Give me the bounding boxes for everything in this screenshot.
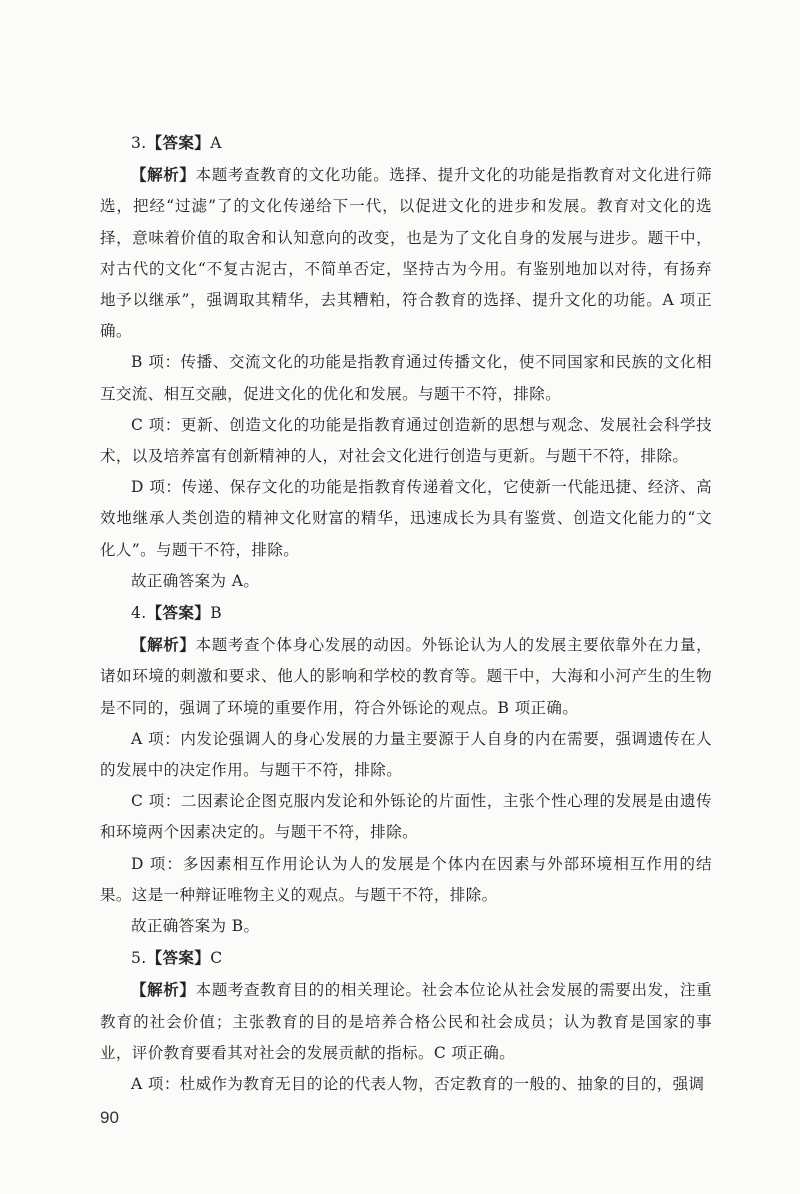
q4-explanation — [100, 629, 712, 724]
q3-answer: A — [210, 134, 222, 152]
q4-option-a: A 项：内发论强调人的身心发展的力量主要源于人自身的内在需要，强调遗传在人的发展中的决定作用。与题干不符，排除。 — [100, 729, 712, 780]
q3-option-b: B 项：传播、交流文化的功能是指教育通过传播文化，使不同国家和民族的文化相互交流、相互交融，促进文化的优化和发展。与题干不符，排除。 — [100, 353, 712, 403]
q4-answer-line — [100, 597, 712, 629]
q5-answer-line — [100, 942, 712, 974]
q5-option-a: A 项：杜威作为教育无目的论的代表人物，否定教育的一般的、抽象的目的，强调 — [131, 1075, 705, 1094]
q5-answer: C — [210, 949, 223, 968]
q5-answer-label: 【答案】 — [146, 948, 211, 968]
answer-explanations — [100, 127, 712, 1100]
q3-final-answer: 故正确答案为 A。 — [131, 571, 260, 590]
q4-answer-label: 【答案】 — [146, 603, 211, 623]
q5-number: 5. — [131, 949, 147, 968]
q4-answer: B — [210, 604, 222, 623]
q3-option-d: D 项：传递、保存文化的功能是指教育传递着文化，它使新一代能迅捷、经济、高效地继承人类创造的精神文化财富的精华，迅速成长为具有鉴赏、创造文化能力的“文化人”。与题干不符，排除。 — [100, 478, 712, 559]
q3-number: 3. — [131, 134, 147, 152]
q4-number: 4. — [131, 604, 147, 623]
q4-explanation-text: 本题考查个体身心发展的动因。外铄论认为人的发展主要依靠外在力量，诸如环境的刺激和要求、他人的影响和学校的教育等。题干中，大海和小河产生的生物是不同的，强调了环境的重要作用，符合外铄论的观点。B 项正确。 — [100, 636, 712, 717]
q3-explanation-label: 【解析】 — [131, 165, 196, 185]
q3-option-c: C 项：更新、创造文化的功能是指教育通过创造新的思想与观念、发展社会科学技术，以及培养富有创新精神的人，对社会文化进行创造与更新。与题干不符，排除。 — [100, 415, 712, 466]
q5-explanation — [100, 974, 712, 1069]
q3-explanation-text: 本题考查教育的文化功能。选择、提升文化的功能是指教育对文化进行筛选，把经“过滤”了的文化传递给下一代，以促进文化的进步和发展。教育对文化的选择，意味着价值的取舍和认知意向的改变，也是为了文化自身的发展与进步。题干中，对古代的文化“不复古泥古，不简单否定，坚持古为今用。有鉴别地加以对待，有扬弃地予以继承”，强调取其精华，去其糟粕，符合教育的选择、提升文化的功能。A 项正确。 — [100, 166, 712, 341]
q3-answer-label: 【答案】 — [146, 133, 211, 152]
q5-explanation-text: 本题考查教育目的的相关理论。社会本位论从社会发展的需要出发，注重教育的社会价值；主张教育的目的是培养合格公民和社会成员；认为教育是国家的事业，评价教育要看其对社会的发展贡献的指标。C 项正确。 — [100, 981, 712, 1062]
q4-final-answer: 故正确答案为 B。 — [131, 917, 260, 936]
q4-option-d: D 项：多因素相互作用论认为人的发展是个体内在因素与外部环境相互作用的结果。这是一种辩证唯物主义的观点。与题干不符，排除。 — [100, 854, 712, 904]
q3-explanation — [100, 159, 712, 347]
q4-option-c: C 项：二因素论企图克服内发论和外铄论的片面性，主张个性心理的发展是由遗传和环境两个因素决定的。与题干不符，排除。 — [100, 792, 712, 842]
q4-explanation-label: 【解析】 — [131, 635, 196, 655]
page-number: 90 — [100, 1108, 119, 1127]
q5-explanation-label: 【解析】 — [131, 980, 196, 1000]
q3-answer-line — [100, 127, 712, 159]
